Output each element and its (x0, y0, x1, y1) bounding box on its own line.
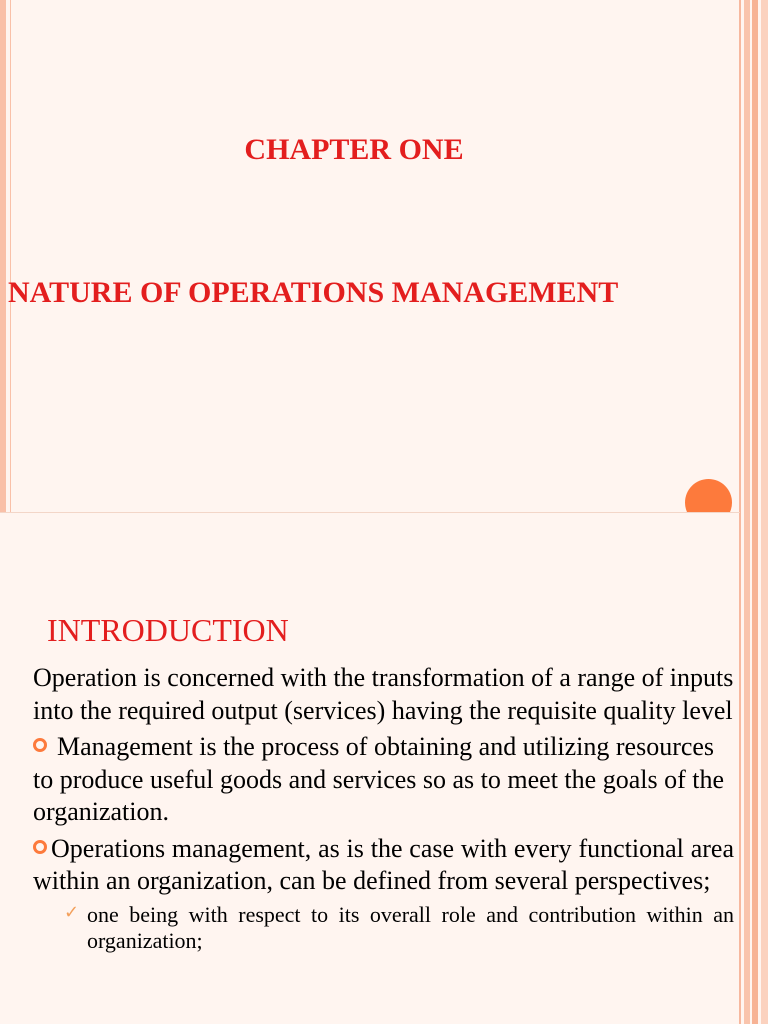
slide-body (33, 662, 734, 954)
section-heading: INTRODUCTION (47, 612, 289, 648)
bullet-text: Operations management, as is the case with every functional area within an organization, can be defined from several perspectives; (33, 833, 734, 895)
slide-2 (0, 512, 768, 1024)
left-border-stripe (0, 0, 6, 512)
ring-bullet-icon (33, 738, 47, 752)
sub-list-item (64, 901, 734, 954)
bullet-item (33, 833, 734, 898)
checkmark-icon: ✓ (64, 901, 80, 923)
chapter-title: CHAPTER ONE (244, 133, 464, 166)
intro-paragraph: Operation is concerned with the transformation of a range of inputs into the required output (services) having the requisite quality level (33, 663, 734, 725)
bullet-item (33, 731, 734, 829)
slide-title: NATURE OF OPERATIONS MANAGEMENT (8, 276, 619, 309)
sub-item-text: one being with respect to its overall role and contribution within an organization; (87, 901, 734, 953)
left-border-line (10, 0, 11, 512)
ring-bullet-icon (33, 840, 47, 854)
bullet-text: Management is the process of obtaining and utilizing resources to produce useful goods and services so as to meet the goals of the organization. (33, 732, 724, 826)
orange-dot (685, 479, 732, 512)
